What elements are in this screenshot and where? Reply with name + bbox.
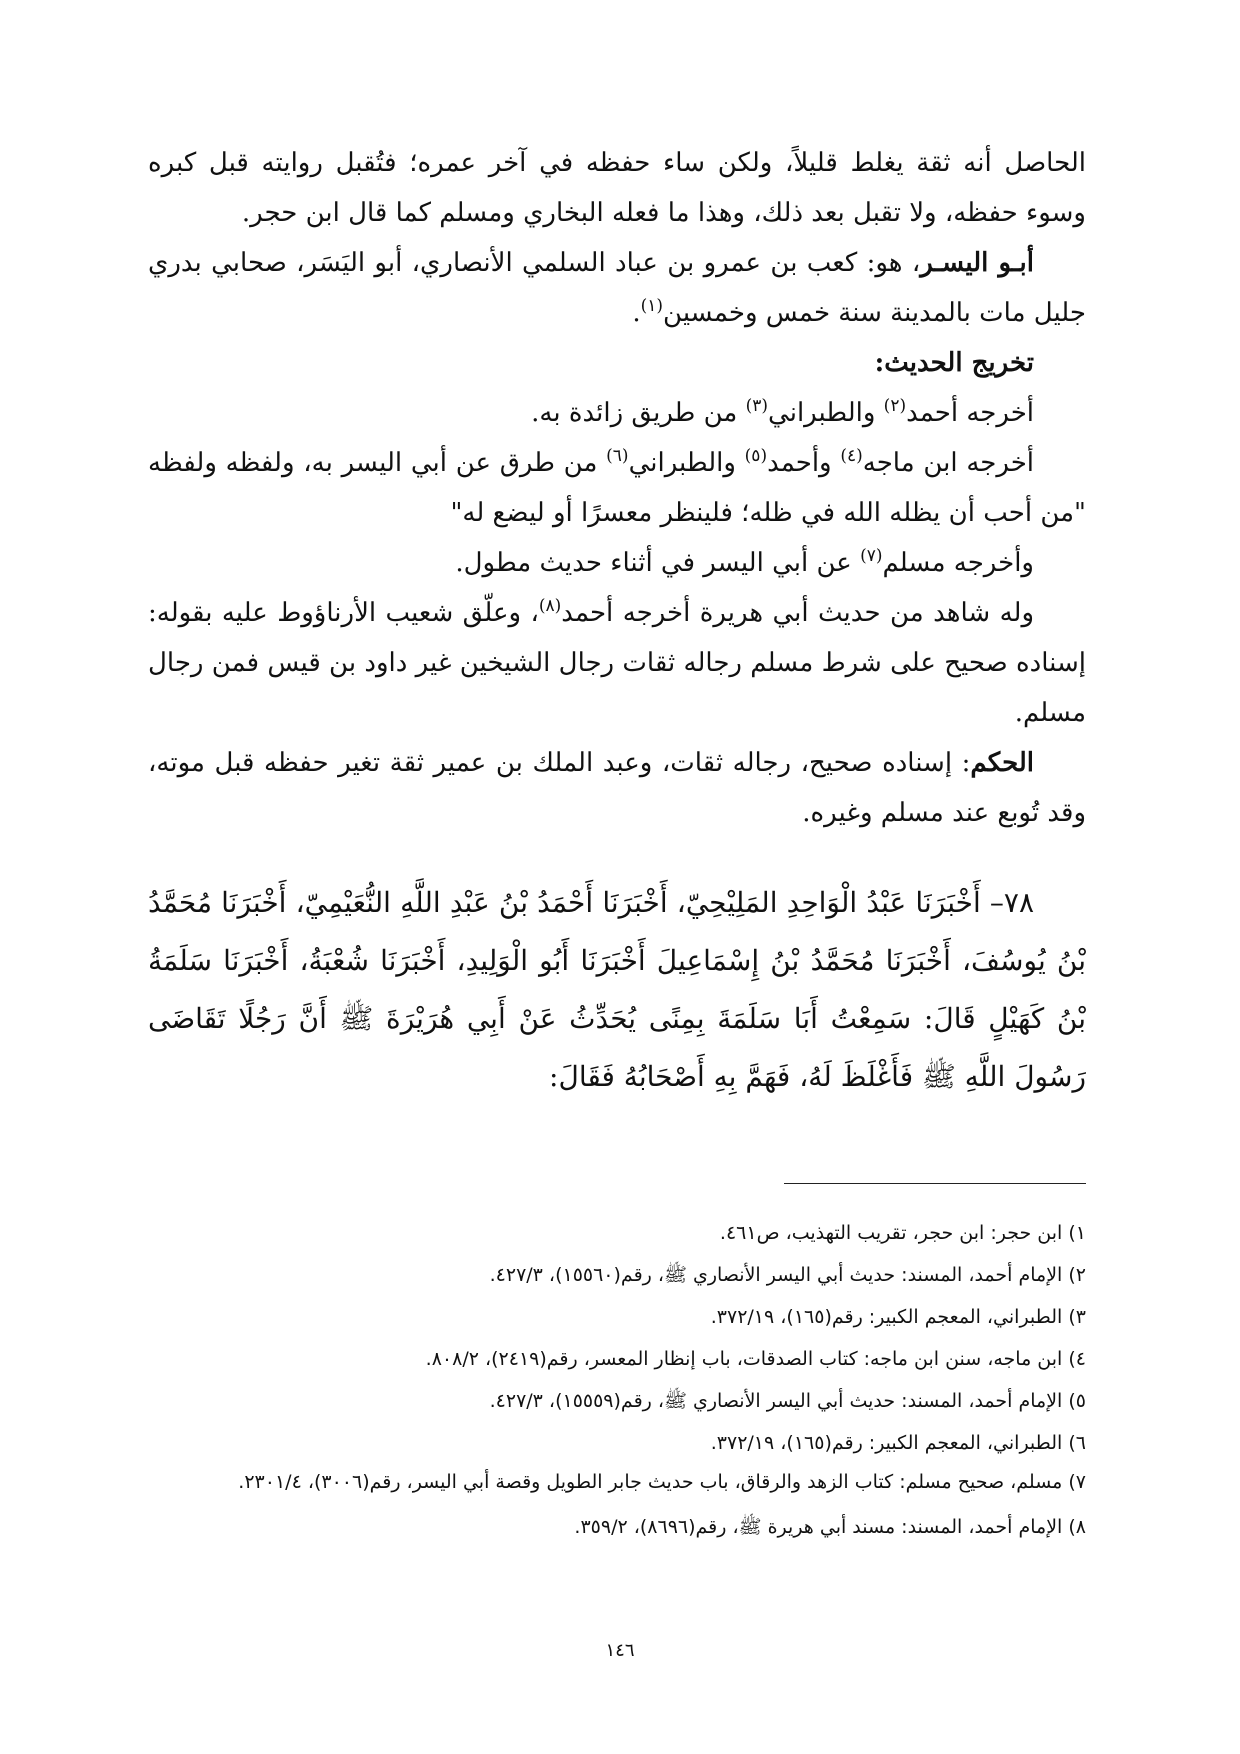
paragraph-6-b: ، وعلّق شعيب الأرناؤوط عليه بقوله: إسناده صحيح على شرط مسلم رجاله ثقات رجال الشيخين غير داود بن قيس فمن رجال مسلم. bbox=[148, 598, 1086, 728]
hadith-text: أَخْبَرَنَا عَبْدُ الْوَاحِدِ المَلِيْحِيّ، أَخْبَرَنَا أَحْمَدُ بْنُ عَبْدِ اللَّهِ النُّعَيْمِيّ، أَخْبَرَنَا مُحَمَّدُ بْنُ يُوسُفَ، أَخْبَرَنَا مُحَمَّدُ بْنُ إِسْمَاعِيلَ أَخْبَرَنَا أَبُو الْوَلِيدِ، أَخْبَرَنَا شُعْبَةُ، أَخْبَرَنَا سَلَمَةُ بْنُ كَهَيْلٍ قَالَ: سَمِعْتُ أَبَا سَلَمَةَ بِمِنًى يُحَدِّثُ عَنْ أَبِي هُرَيْرَةَ ﷺ أَنَّ رَجُلًا تَقَاضَى رَسُولَ اللَّهِ ﷺ فَأَغْلَظَ لَهُ، فَهَمَّ بِهِ أَصْحَابُهُ فَقَالَ: bbox=[148, 886, 1086, 1093]
paragraph-3-c: من طريق زائدة به. bbox=[531, 398, 746, 428]
footnote-1: ١) ابن حجر: ابن حجر، تقريب التهذيب، ص٤٦١. bbox=[719, 1222, 1086, 1244]
paragraph-abu-al-yasar bbox=[148, 238, 1086, 338]
footnote-4: ٤) ابن ماجه، سنن ابن ماجه: كتاب الصدقات، باب إنظار المعسر، رقم(٢٤١٩)، ٨٠٨/٢. bbox=[425, 1348, 1086, 1370]
footnote-2: ٢) الإمام أحمد، المسند: حديث أبي اليسر الأنصاري ﷺ، رقم(١٥٥٦٠)، ٤٢٧/٣. bbox=[489, 1264, 1086, 1286]
hadith-78 bbox=[148, 874, 1086, 1106]
paragraph-4-d: من طرق عن أبي اليسر به، ولفظه ولفظه "من أحب أن يظله الله في ظله؛ فلينظر معسرًا أو ليضع له" bbox=[148, 448, 1086, 528]
page-body bbox=[148, 138, 1086, 1106]
paragraph-6-a: وله شاهد من حديث أبي هريرة أخرجه أحمد bbox=[561, 598, 1034, 628]
paragraph-4-a: أخرجه ابن ماجه bbox=[862, 448, 1034, 478]
page-number: ١٤٦ bbox=[605, 1640, 635, 1661]
paragraph-4-b: وأحمد bbox=[767, 448, 841, 478]
paragraph-6 bbox=[148, 588, 1086, 738]
section-heading-takhrij: تخريج الحديث: bbox=[874, 348, 1034, 378]
paragraph-1: الحاصل أنه ثقة يغلط قليلاً، ولكن ساء حفظه في آخر عمره؛ فتُقبل روايته قبل كبره وسوء حفظه، ولا تقبل بعد ذلك، وهذا ما فعله البخاري ومسلم كما قال ابن حجر. bbox=[148, 148, 1086, 228]
paragraph-ruling-text: : إسناده صحيح، رجاله ثقات، وعبد الملك بن عمير ثقة تغير حفظه قبل موته، وقد تُوبع عند مسلم وغيره. bbox=[148, 748, 1086, 828]
paragraph-4 bbox=[148, 438, 1086, 538]
term-abu-al-yasar: أبـو اليسـر bbox=[920, 248, 1035, 278]
paragraph-5-a: وأخرجه مسلم bbox=[882, 548, 1034, 578]
footnote-ref-5[interactable]: (٥) bbox=[744, 446, 768, 466]
footnote-separator bbox=[784, 1183, 1086, 1184]
footnote-ref-1[interactable]: (١) bbox=[640, 296, 664, 316]
footnote-5: ٥) الإمام أحمد، المسند: حديث أبي اليسر الأنصاري ﷺ، رقم(١٥٥٥٩)، ٤٢٧/٣. bbox=[489, 1390, 1086, 1412]
footnote-3: ٣) الطبراني، المعجم الكبير: رقم(١٦٥)، ٣٧٢/١٩. bbox=[710, 1306, 1086, 1328]
footnote-6: ٦) الطبراني، المعجم الكبير: رقم(١٦٥)، ٣٧٢/١٩. bbox=[710, 1432, 1086, 1454]
paragraph-5 bbox=[148, 538, 1086, 588]
hadith-number: ٧٨– bbox=[989, 886, 1034, 919]
paragraph-2-text: ، هو: كعب بن عمرو بن عباد السلمي الأنصاري، أبو اليَسَر، صحابي بدري جليل مات بالمدينة سنة خمس وخمسين bbox=[148, 248, 1086, 328]
footnote-ref-7[interactable]: (٧) bbox=[860, 546, 883, 566]
footnote-ref-6[interactable]: (٦) bbox=[606, 446, 629, 466]
paragraph-4-c: والطبراني bbox=[628, 448, 745, 478]
footnote-8: ٨) الإمام أحمد، المسند: مسند أبي هريرة ﷺ، رقم(٨٦٩٦)، ٣٥٩/٢. bbox=[574, 1516, 1086, 1538]
footnote-ref-8[interactable]: (٨) bbox=[538, 596, 562, 616]
paragraph-3 bbox=[148, 388, 1086, 438]
footnote-7: ٧) مسلم، صحيح مسلم: كتاب الزهد والرقاق، باب حديث جابر الطويل وقصة أبي اليسر، رقم(٣٠٠٦)، ٢٣٠١/٤. bbox=[238, 1471, 1086, 1493]
paragraph-2-end: . bbox=[632, 298, 641, 328]
footnote-ref-4[interactable]: (٤) bbox=[840, 446, 863, 466]
paragraph-3-a: أخرجه أحمد bbox=[906, 398, 1034, 428]
footnotes bbox=[148, 1212, 1086, 1548]
paragraph-ruling bbox=[148, 738, 1086, 838]
footnote-ref-2[interactable]: (٢) bbox=[883, 396, 907, 416]
paragraph-3-b: والطبراني bbox=[768, 398, 884, 428]
term-ruling: الحكم bbox=[970, 748, 1034, 778]
footnote-ref-3[interactable]: (٣) bbox=[745, 396, 769, 416]
paragraph-5-b: عن أبي اليسر في أثناء حديث مطول. bbox=[455, 548, 861, 578]
